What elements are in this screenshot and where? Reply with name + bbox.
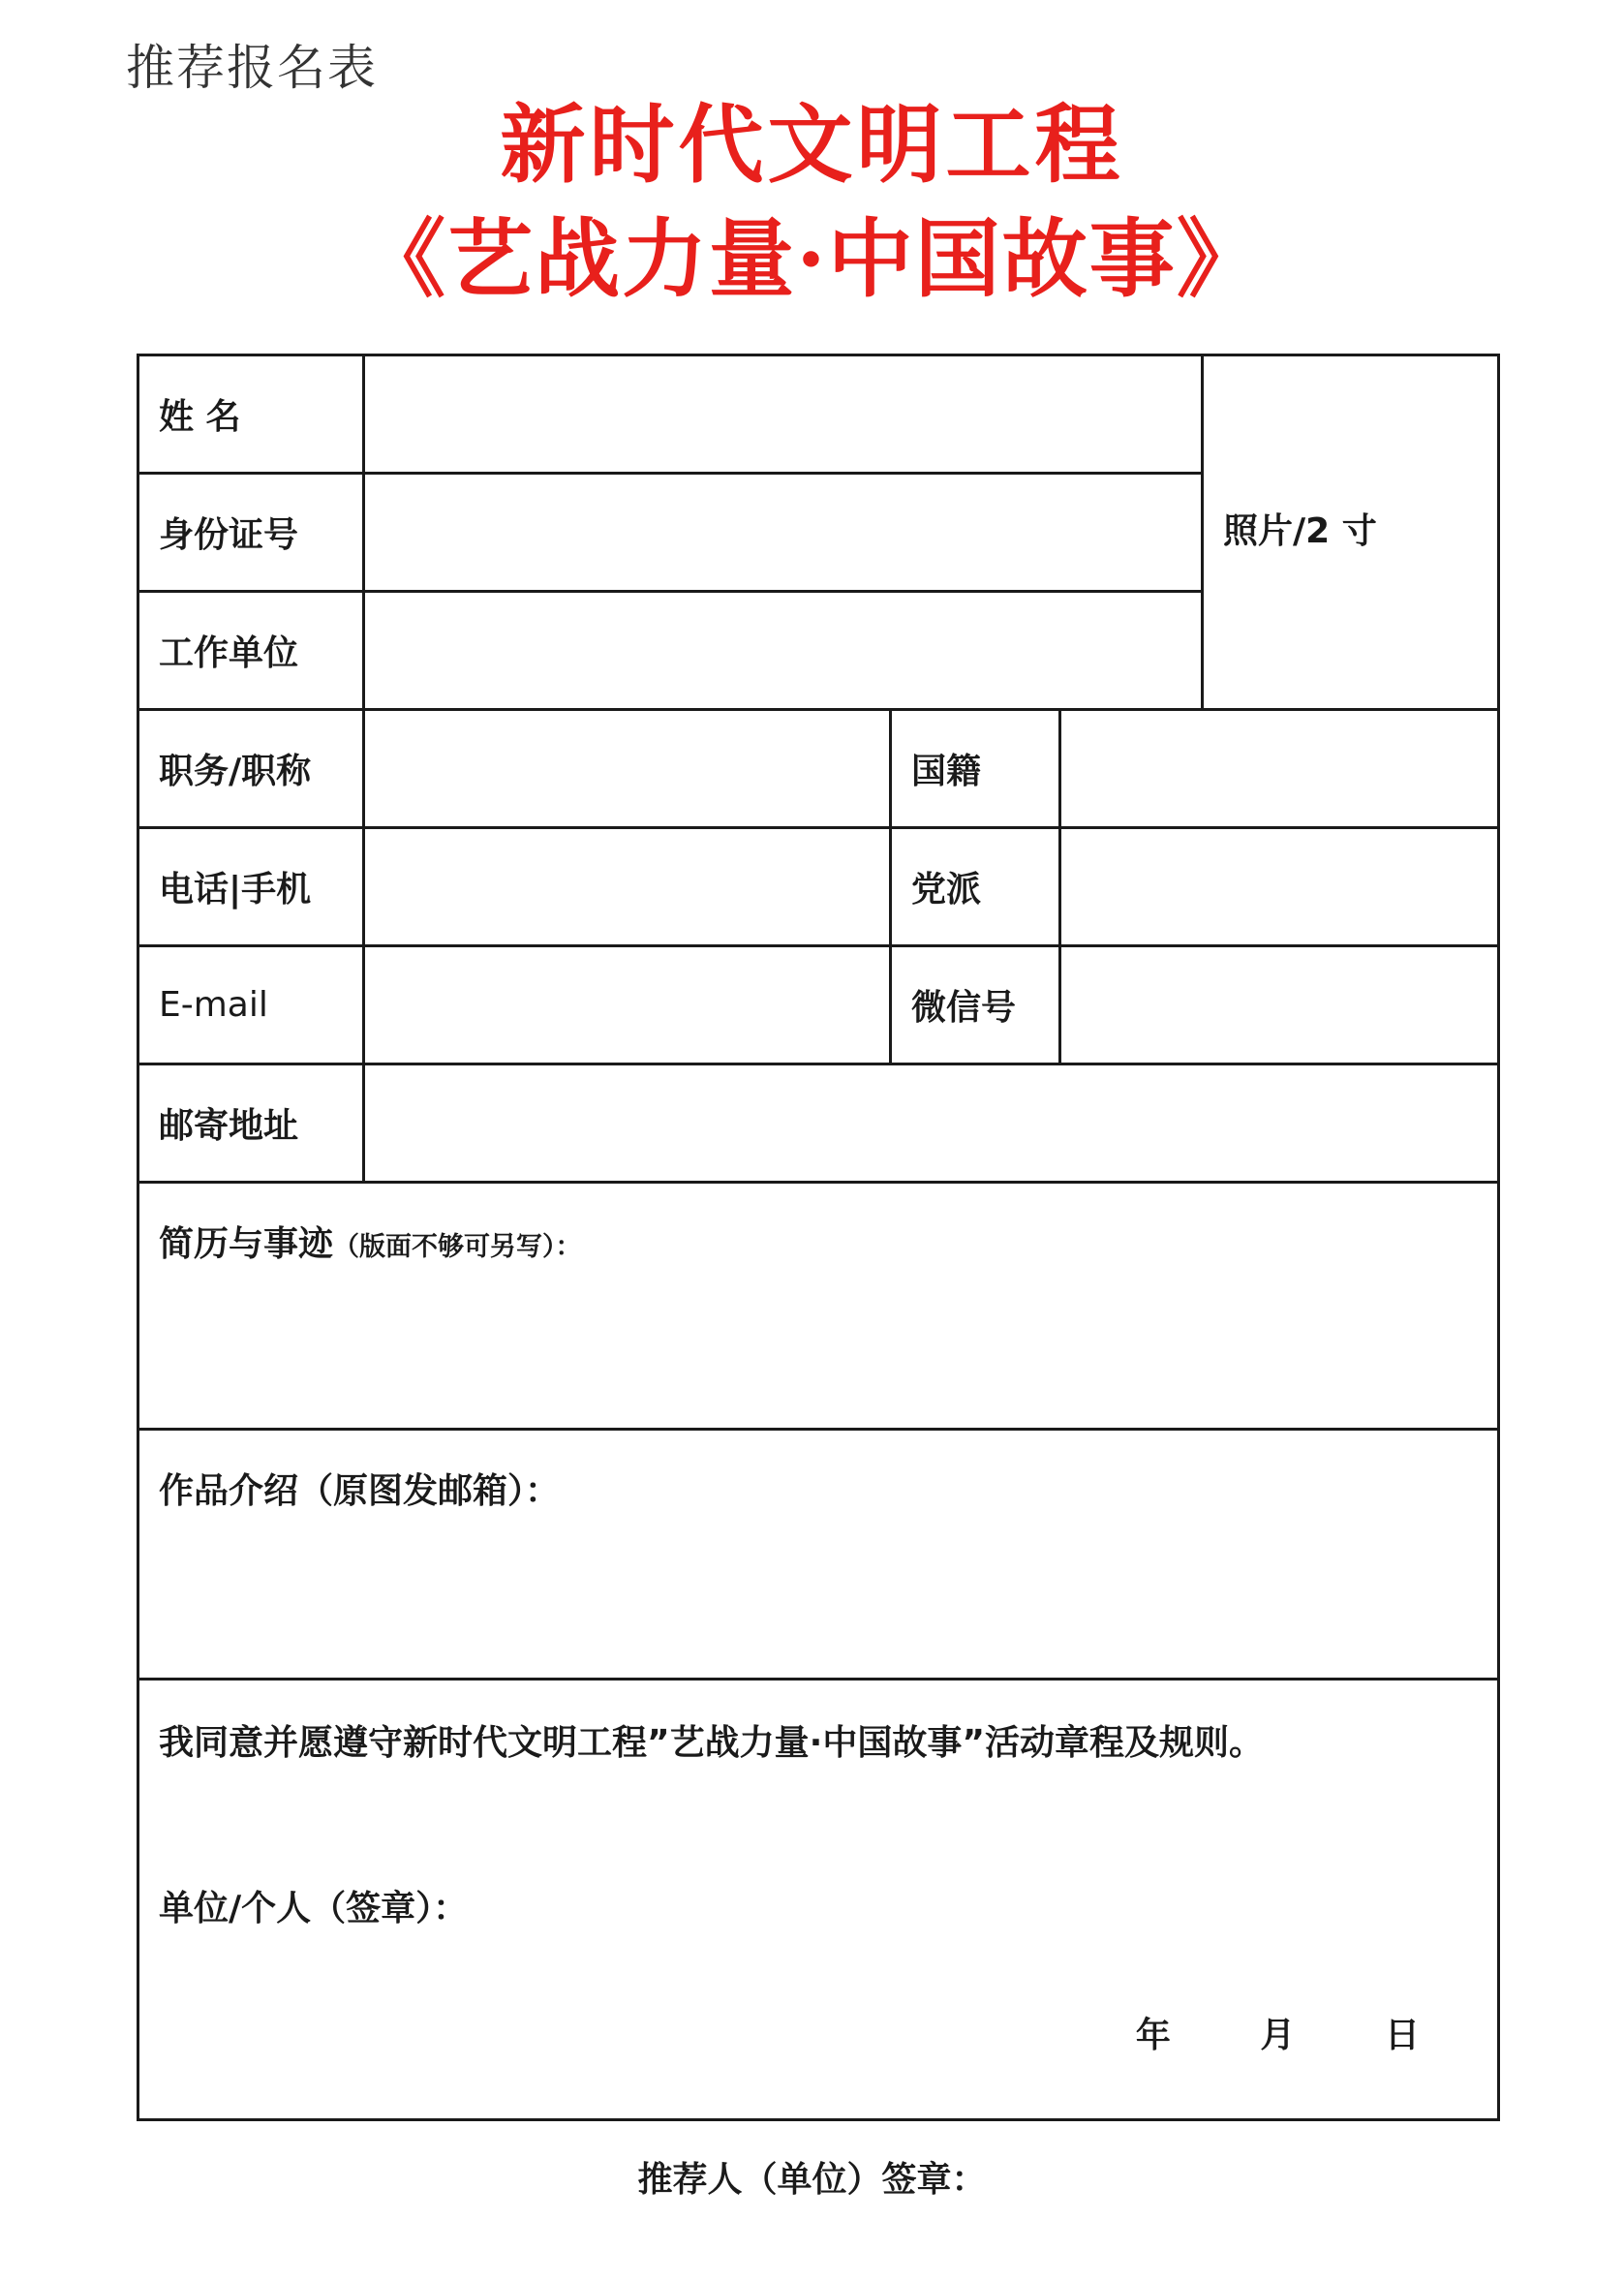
name-field[interactable] [364, 355, 1203, 474]
photo-box[interactable] [1203, 355, 1499, 710]
date-day: 日 [1384, 2016, 1420, 2055]
phone-label: 电话|手机 [138, 828, 364, 946]
wechat-field[interactable] [1060, 946, 1499, 1064]
nationality-label: 国籍 [891, 710, 1060, 828]
name-label: 姓 名 [138, 355, 364, 474]
signature-label: 单位/个人（签章）： [159, 1889, 469, 1928]
registration-form-table [137, 354, 1500, 2121]
position-label: 职务/职称 [138, 710, 364, 828]
work-unit-field[interactable] [364, 592, 1203, 710]
agreement-section[interactable] [138, 1680, 1499, 2120]
party-field[interactable] [1060, 828, 1499, 946]
wechat-label: 微信号 [891, 946, 1060, 1064]
phone-field[interactable] [364, 828, 891, 946]
position-field[interactable] [364, 710, 891, 828]
email-field[interactable] [364, 946, 891, 1064]
agreement-text: 我同意并愿遵守新时代文明工程”艺战力量·中国故事”活动章程及规则。 [159, 1723, 1264, 1763]
resume-note: （版面不够可另写）： [333, 1232, 582, 1262]
referrer-signature-label: 推荐人（单位）签章： [637, 2160, 987, 2200]
address-field[interactable] [364, 1064, 1499, 1183]
work-unit-label: 工作单位 [138, 592, 364, 710]
email-label: E-mail [138, 946, 364, 1064]
resume-label: 简历与事迹 [159, 1224, 334, 1264]
main-title-line2: 《艺战力量·中国故事》 [360, 208, 1264, 309]
date-year: 年 [1135, 2016, 1171, 2055]
form-corner-title: 推荐报名表 [126, 40, 378, 96]
id-number-label: 身份证号 [138, 474, 364, 592]
works-label: 作品介绍（原图发邮箱）： [159, 1471, 561, 1511]
date-line [159, 2008, 1497, 2057]
party-label: 党派 [891, 828, 1060, 946]
date-month: 月 [1260, 2016, 1296, 2055]
id-number-field[interactable] [364, 474, 1203, 592]
works-section[interactable] [138, 1430, 1499, 1680]
main-title-line1: 新时代文明工程 [500, 94, 1124, 195]
address-label: 邮寄地址 [138, 1064, 364, 1183]
photo-label: 照片/2 寸 [1223, 511, 1377, 551]
nationality-field[interactable] [1060, 710, 1499, 828]
resume-section[interactable] [138, 1183, 1499, 1430]
